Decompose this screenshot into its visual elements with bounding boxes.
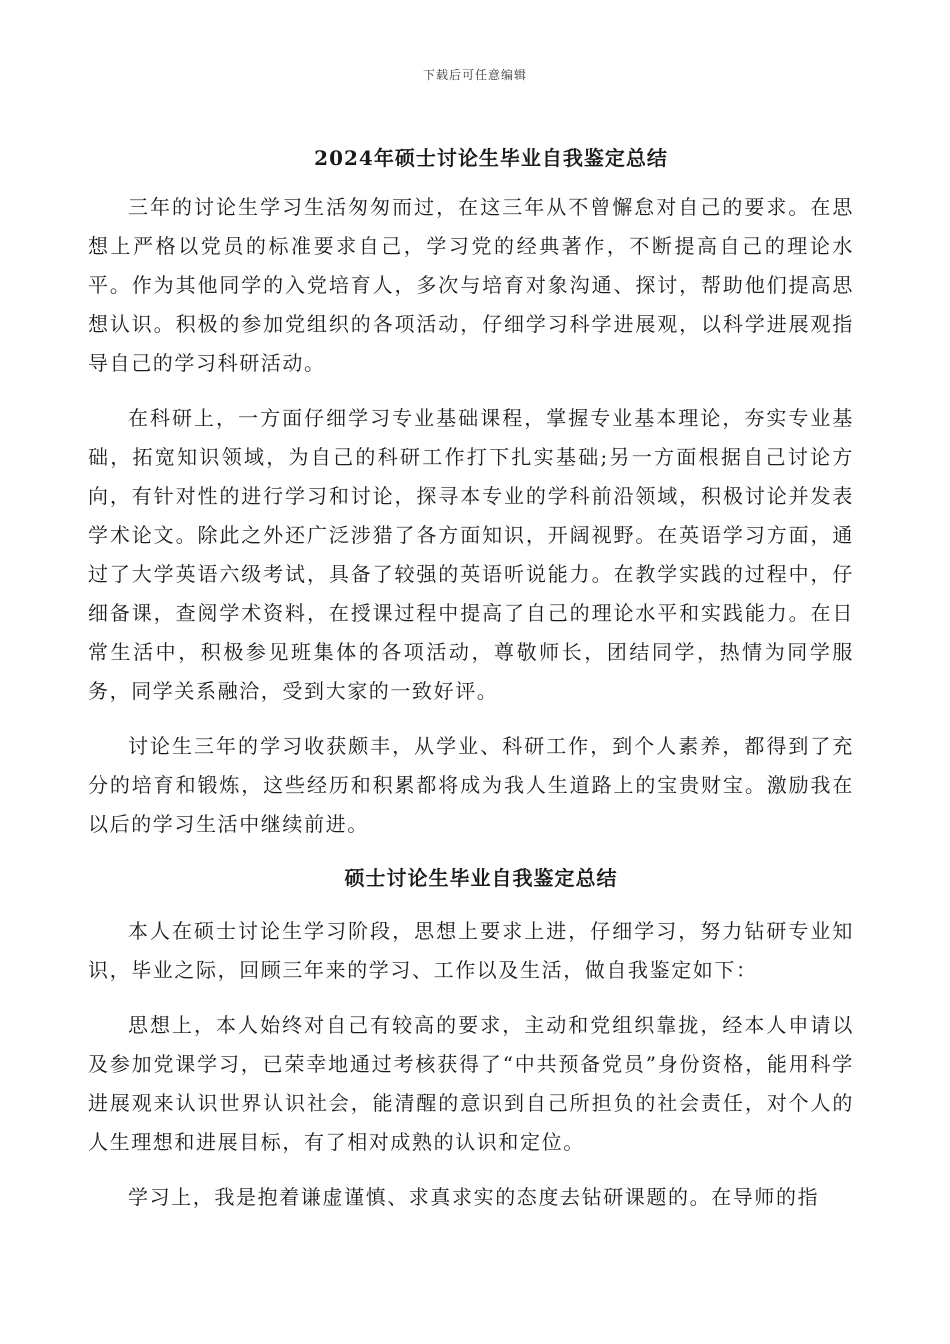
paragraph: 思想上，本人始终对自己有较高的要求，主动和党组织靠拢，经本人申请以及参加党课学习，已荣幸地通过考核获得了“中共预备党员”身份资格，能用科学进展观来认识世界认识社会，能清醒的意识到自己所担负的社会责任，对个人的人生理想和进展目标，有了相对成熟的认识和定位。 bbox=[88, 1013, 854, 1154]
section-title: 硕士讨论生毕业自我鉴定总结 bbox=[344, 866, 618, 890]
document-title: 2024年硕士讨论生毕业自我鉴定总结 bbox=[314, 146, 668, 170]
paragraph: 讨论生三年的学习收获颇丰，从学业、科研工作，到个人素养，都得到了充分的培育和锻炼，这些经历和积累都将成为我人生道路上的宝贵财宝。激励我在以后的学习生活中继续前进。 bbox=[88, 734, 854, 836]
paragraph: 在科研上，一方面仔细学习专业基础课程，掌握专业基本理论，夯实专业基础，拓宽知识领域，为自己的科研工作打下扎实基础;另一方面根据自己讨论方向，有针对性的进行学习和讨论，探寻本专业的学科前沿领域，积极讨论并发表学术论文。除此之外还广泛涉猎了各方面知识，开阔视野。在英语学习方面，通过了大学英语六级考试，具备了较强的英语听说能力。在教学实践的过程中，仔细备课，查阅学术资料，在授课过程中提高了自己的理论水平和实践能力。在日常生活中，积极参见班集体的各项活动，尊敬师长，团结同学，热情为同学服务，同学关系融洽，受到大家的一致好评。 bbox=[88, 406, 854, 703]
paragraph: 三年的讨论生学习生活匆匆而过，在这三年从不曾懈怠对自己的要求。在思想上严格以党员的标准要求自己，学习党的经典著作，不断提高自己的理论水平。作为其他同学的入党培育人，多次与培育对象沟通、探讨，帮助他们提高思想认识。积极的参加党组织的各项活动，仔细学习科学进展观，以科学进展观指导自己的学习科研活动。 bbox=[88, 195, 854, 375]
paragraph: 学习上，我是抱着谦虚谨慎、求真求实的态度去钻研课题的。在导师的指 bbox=[128, 1185, 820, 1209]
document-body bbox=[88, 140, 854, 1217]
header-note: 下载后可任意编辑 bbox=[422, 68, 527, 82]
paragraph: 本人在硕士讨论生学习阶段，思想上要求上进，仔细学习，努力钻研专业知识，毕业之际，回顾三年来的学习、工作以及生活，做自我鉴定如下： bbox=[88, 919, 854, 982]
